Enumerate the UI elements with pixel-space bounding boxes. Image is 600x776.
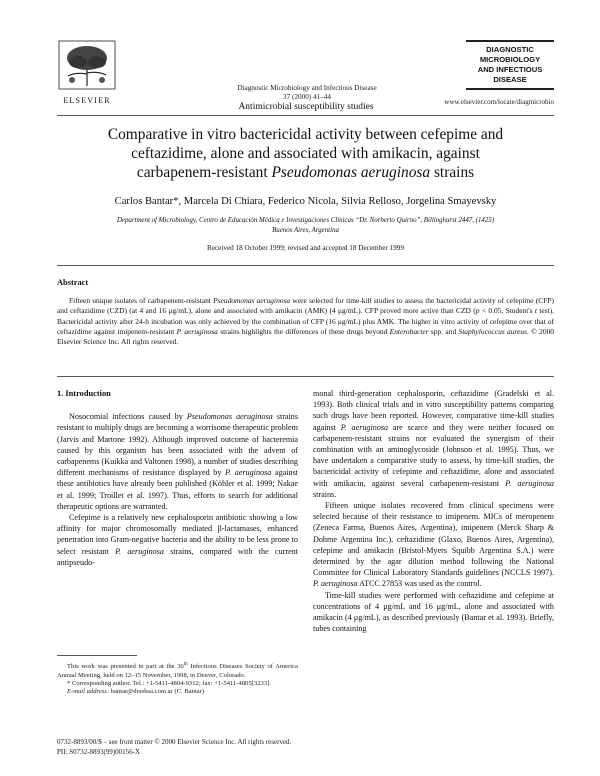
section-title: Antimicrobial susceptibility studies xyxy=(238,102,374,112)
journal-title-box xyxy=(466,40,554,90)
title-text: carbapenem-resistant xyxy=(136,164,272,181)
abstract-text xyxy=(57,296,554,347)
title-text: strains xyxy=(430,164,475,181)
para-italic: P. aeruginosa xyxy=(115,546,164,556)
para-run: ATCC 27853 was used as the control. xyxy=(357,579,482,589)
abstract-run: Fifteen unique isolates of carbapenem-resistant xyxy=(69,296,214,305)
footnote-presentation xyxy=(57,661,298,680)
authors: Carlos Bantar*, Marcela Di Chiara, Federico Nicola, Silvia Relloso, Jorgelina Smayevsky xyxy=(114,196,497,207)
fn-sup: th xyxy=(183,662,188,667)
para-italic: Pseudomonas aeruginosa xyxy=(186,412,273,422)
footnote-corresponding: * Corresponding author. Tel.: +1-5411-4804-9312; fax: +1-5411-4805[3233]. xyxy=(67,680,271,687)
left-column xyxy=(57,388,298,568)
para-run: strains, compared with the current antipseudo- xyxy=(57,546,298,567)
affiliation-line: Buenos Aires, Argentina xyxy=(272,226,339,234)
intro-paragraph-2 xyxy=(57,512,298,568)
abstract-run: were selected for time-kill studies to assess the bactericidal activity of cefepime (CFP) and ceftazidime (CZD) (at 4 and 16 μg/mL), alone and associated with amikacin (AMK) (4 μg/mL). CFP proved more active than CZD ( xyxy=(57,296,555,316)
journal-box-line: AND INFECTIOUS xyxy=(477,65,543,74)
para-run: Fifteen unique isolates recovered from clinical specimens were selected because of their resistance to imipenem. MICs of meropenem (Zeneca Farma, Buenos Aires, Argentina), imipenem (Merck Sharp & Dohme Argentina Inc.), ceftazidime (Glaxo, Buenos Aires, Argentina), cefepime and amikacin (Bristol-Myers Squibb Argentina S.A.) were determined by the agar dilution method following the National Committee for Clinical Laboratory Standards guidelines (NCCLS 1997). xyxy=(313,501,554,578)
para-run: strains. xyxy=(313,489,337,499)
affiliation-line: Department of Microbiology, Centro de Educación Médica e Investigaciones Clínicas “Dr. Norberto Quirno”, Billinghurst 2447, (1425) xyxy=(116,217,495,224)
email-value: bantar@drsebsa.com.ar (C. Bantar) xyxy=(109,688,205,696)
journal-citation xyxy=(212,84,402,102)
abstract-run: spp. and xyxy=(428,326,459,336)
abstract-run: . © 2000 Elsevier Science Inc. All rights reserved. xyxy=(57,326,555,347)
journal-box-line: DIAGNOSTIC xyxy=(486,45,534,54)
intro-paragraph-4: Time-kill studies were performed with ceftazidime and cefepime at concentrations of 4 μg/mL and 16 μg/mL, alone and associated with amikacin (4 μg/mL), as described previously (Bantar et al. 1993). Briefly, tubes containing xyxy=(313,590,554,634)
fn-run: This work was presented in part at the 36 xyxy=(67,663,184,671)
footnote-email xyxy=(57,688,298,696)
email-label: E-mail address: xyxy=(67,688,110,696)
elsevier-logo xyxy=(58,40,116,105)
abstract-run: strains highlights the differences of these drugs beyond xyxy=(217,326,390,336)
para-run: monal third-generation cephalosporin, ceftazidime (Gradelski et al. 1993). Both clinical trials and in vitro susceptibility patterns comparing such drugs have been reported. However, comparative time-kill studies against xyxy=(313,389,554,432)
abstract-italic: Enterobacter xyxy=(389,326,429,336)
header-rule xyxy=(57,115,554,116)
abstract-top-rule xyxy=(57,265,554,266)
abstract-italic: P. aeruginosa xyxy=(176,326,218,336)
right-column xyxy=(313,388,554,634)
elsevier-tree-icon xyxy=(58,40,116,90)
page-footer xyxy=(57,737,554,757)
title-line xyxy=(57,163,554,182)
abstract-run: < 0.05, Student's xyxy=(479,306,535,316)
affiliation xyxy=(57,216,554,235)
issue-pages: 37 (2000) 41–44 xyxy=(283,93,331,101)
para-italic: P. aeruginosa xyxy=(340,422,389,432)
abstract-italic: Pseudomonas aeruginosa xyxy=(213,296,291,305)
journal-box-line: MICROBIOLOGY xyxy=(479,55,541,64)
para-run: Cefepime is a relatively new cephalosporin antibiotic showing a low affinity for major chromosomally mediated β-lactamases, enhanced penetration into Gram-negative bacteria and the ability to be less prone to select resistant xyxy=(57,513,298,556)
journal-url: www.elsevier.com/locate/diagmicrobio xyxy=(444,98,554,106)
para-run: Nosocomial infections caused by xyxy=(69,412,187,422)
footnote-rule xyxy=(57,655,137,656)
journal-box-line: DISEASE xyxy=(493,75,527,84)
para-italic: P. aeruginosa xyxy=(313,579,358,589)
title-organism: Pseudomonas aeruginosa xyxy=(271,164,431,181)
abstract-italic: p xyxy=(475,306,480,316)
title-line: ceftazidime, alone and associated with amikacin, against xyxy=(131,145,480,162)
fn-run: Infectious Diseases Society of America Annual Meeting, held on 12–15 November, 1998, in Denver, Colorado. xyxy=(57,663,298,679)
elsevier-wordmark: ELSEVIER xyxy=(63,96,111,105)
abstract-italic: t xyxy=(534,306,537,316)
abstract-run: test). Bactericidal activity after 24-h incubation was only achieved by the combination of CFP (16 μg/mL) plus AMK. The higher in vitro activity of cefepime over that of ceftazidime against imipenem-resistant xyxy=(57,306,554,336)
title-line: Comparative in vitro bactericidal activity between cefepime and xyxy=(107,126,504,143)
intro-paragraph-1 xyxy=(57,411,298,512)
copyright-line: 0732-8893/00/$ – see front matter © 2000 Elsevier Science Inc. All rights reserved. xyxy=(57,738,292,746)
para-run: against these antibiotics have already been published (Köhler et al. 1999; Nakae et al. 1999; Troillet et al. 1997). Thus, efforts to search for additional therapeutic options are warranted. xyxy=(57,468,298,511)
journal-name: Diagnostic Microbiology and Infectious Disease xyxy=(237,84,377,92)
abstract-italic: Staphylococcus aureus xyxy=(458,326,528,336)
intro-heading: 1. Introduction xyxy=(57,389,111,398)
para-italic: P. aeruginosa xyxy=(505,478,554,488)
intro-paragraph-3 xyxy=(313,500,554,590)
para-run: strains resistant to multiply drugs are becoming a worrisome therapeutic problem (Jarvis and Martone 1992). Although improved outcome of bacteremia caused by this organism has been associated with the advent of carbapenems (Kuikka and Valtonen 1998), a number of studies describing different mechanisms of resistance displayed by xyxy=(57,412,298,478)
pii-line: PII: S0732-8893(99)00156-X xyxy=(57,748,141,756)
para-run: are scarce and they were neither focused on carbapenem-resistant strains nor evaluated the synergism of their combination with an aminoglycoside (Johnson et al. 1995). Thus, we have undertaken a comparative study to assess, by time-kill studies, the bactericidal activity of cefepime and ceftazidime, alone and associated with amikacin, against several carbapenem-resistant xyxy=(313,422,554,488)
received-dates: Received 18 October 1999; revised and accepted 18 December 1999 xyxy=(207,244,404,252)
abstract-bottom-rule xyxy=(57,376,554,377)
footnotes xyxy=(57,661,298,697)
abstract-heading: Abstract xyxy=(57,278,89,287)
intro-paragraph-1-cont xyxy=(313,388,554,500)
article-title xyxy=(57,125,554,182)
para-italic: P. aeruginosa xyxy=(225,468,272,478)
